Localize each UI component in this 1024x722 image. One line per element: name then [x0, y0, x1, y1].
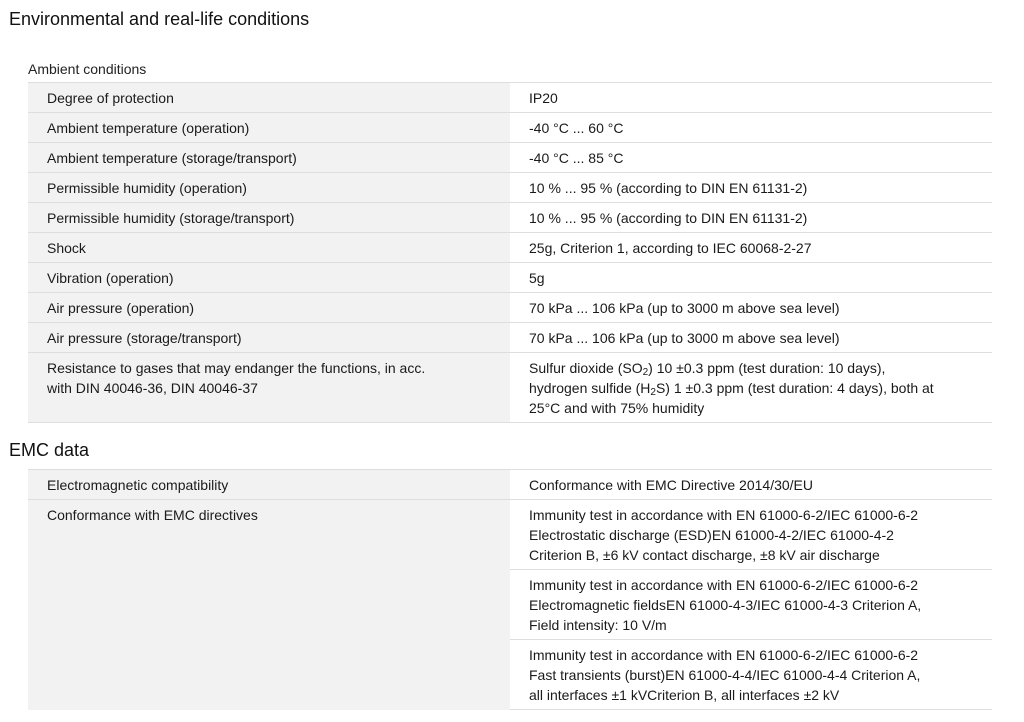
row-label: Shock: [28, 233, 510, 263]
row-label: Ambient temperature (operation): [28, 113, 510, 143]
emc-entry-line: Immunity test in accordance with EN 61000-6-2/IEC 61000-6-2: [529, 507, 919, 523]
table-row: [28, 500, 992, 570]
table-row: [28, 293, 992, 323]
row-value: [510, 640, 992, 710]
gas-text: S) 1 ±0.3 ppm (test duration: 4 days), both at: [655, 380, 934, 396]
row-value: 5g: [510, 263, 992, 293]
row-label: Air pressure (storage/transport): [28, 323, 510, 353]
table-row: [28, 113, 992, 143]
row-value: 10 % ... 95 % (according to DIN EN 61131-2): [510, 203, 992, 233]
row-value: 25g, Criterion 1, according to IEC 60068-2-27: [510, 233, 992, 263]
ambient-conditions-subtitle: Ambient conditions: [28, 61, 147, 77]
row-label: Vibration (operation): [28, 263, 510, 293]
emc-entry-line: Electromagnetic fieldsEN 61000-4-3/IEC 61000-4-3 Criterion A,: [529, 597, 922, 613]
ambient-conditions-table: [28, 82, 992, 423]
subscript: 2: [650, 387, 656, 398]
row-value: [510, 500, 992, 570]
table-row: [28, 143, 992, 173]
row-label: Permissible humidity (operation): [28, 173, 510, 203]
row-value: 70 kPa ... 106 kPa (up to 3000 m above sea level): [510, 323, 992, 353]
table-row: [28, 233, 992, 263]
row-value: -40 °C ... 85 °C: [510, 143, 992, 173]
row-label: Air pressure (operation): [28, 293, 510, 323]
gas-label-line: with DIN 40046-36, DIN 40046-37: [47, 380, 258, 396]
row-value: -40 °C ... 60 °C: [510, 113, 992, 143]
gas-value-line-conditions: 25°C and with 75% humidity: [529, 400, 705, 416]
emc-entry-line: all interfaces ±1 kVCriterion B, all interfaces ±2 kV: [529, 687, 840, 703]
gas-label-line: Resistance to gases that may endanger the functions, in acc.: [47, 360, 426, 376]
gas-text: Sulfur dioxide (SO: [529, 360, 643, 376]
gas-value-line-so2: [529, 358, 980, 378]
table-row: [28, 263, 992, 293]
table-row: [28, 173, 992, 203]
gas-text: ) 10 ±0.3 ppm (test duration: 10 days),: [648, 360, 886, 376]
row-label: Permissible humidity (storage/transport): [28, 203, 510, 233]
table-row: [28, 470, 992, 500]
table-row: [28, 203, 992, 233]
row-label: Degree of protection: [28, 83, 510, 113]
table-row: [28, 323, 992, 353]
gas-resistance-label: [28, 353, 510, 423]
row-value: [510, 570, 992, 640]
row-label: Ambient temperature (storage/transport): [28, 143, 510, 173]
emc-entry-line: Immunity test in accordance with EN 61000-6-2/IEC 61000-6-2: [529, 647, 919, 663]
row-value: 70 kPa ... 106 kPa (up to 3000 m above sea level): [510, 293, 992, 323]
gas-text: hydrogen sulfide (H: [529, 380, 651, 396]
row-value: IP20: [510, 83, 992, 113]
emc-entry-line: Electrostatic discharge (ESD)EN 61000-4-2/IEC 61000-4-2: [529, 527, 894, 543]
row-label: Conformance with EMC directives: [28, 500, 510, 710]
subscript: 2: [642, 367, 649, 378]
table-row: [28, 83, 992, 113]
row-value: Conformance with EMC Directive 2014/30/EU: [510, 470, 992, 500]
emc-section-title: EMC data: [9, 440, 90, 460]
table-row-gas-resistance: [28, 353, 992, 423]
emc-entry-line: Criterion B, ±6 kV contact discharge, ±8 kV air discharge: [529, 547, 880, 563]
gas-resistance-value: [510, 353, 992, 423]
gas-value-line-h2s: [529, 378, 980, 398]
environmental-section-title: Environmental and real-life conditions: [9, 9, 310, 29]
emc-entry-line: Fast transients (burst)EN 61000-4-4/IEC 61000-4-4 Criterion A,: [529, 667, 921, 683]
emc-entry-line: Immunity test in accordance with EN 61000-6-2/IEC 61000-6-2: [529, 577, 919, 593]
row-label: Electromagnetic compatibility: [28, 470, 510, 500]
emc-entry-line: Field intensity: 10 V/m: [529, 617, 667, 633]
emc-data-table: [28, 469, 992, 710]
row-value: 10 % ... 95 % (according to DIN EN 61131-2): [510, 173, 992, 203]
